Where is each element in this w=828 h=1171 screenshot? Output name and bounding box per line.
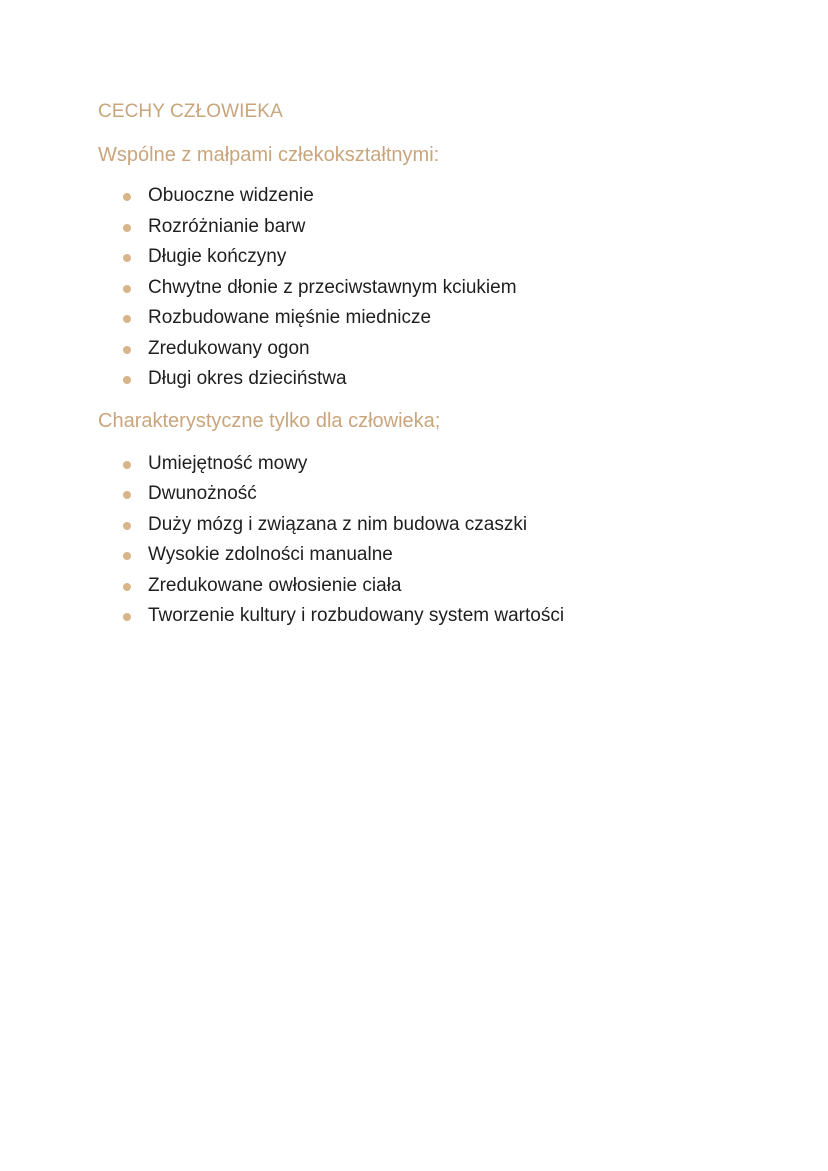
- list-item-text: Zredukowany ogon: [148, 337, 310, 359]
- list-item-text: Długi okres dzieciństwa: [148, 368, 347, 389]
- bullet-dot-icon: [123, 491, 131, 499]
- list-item-text: Dwunożność: [148, 483, 257, 504]
- bullet-dot-icon: [123, 285, 131, 293]
- list-item-text: Obuoczne widzenie: [148, 185, 314, 206]
- list-item-text: Tworzenie kultury i rozbudowany system wartości: [148, 605, 565, 626]
- list-item: [98, 540, 738, 571]
- document-title: CECHY CZŁOWIEKA: [98, 101, 283, 122]
- list-item: [98, 449, 738, 480]
- list-item-text: Rozbudowane mięśnie miednicze: [148, 307, 432, 328]
- document-content: [98, 98, 738, 632]
- list-item-text: Rozróżnianie barw: [148, 215, 306, 237]
- bullet-dot-icon: [123, 613, 131, 621]
- shared-traits-list: [98, 181, 738, 395]
- bullet-dot-icon: [123, 254, 131, 262]
- list-item-text: Chwytne dłonie z przeciwstawnym kciukiem: [148, 276, 517, 298]
- bullet-dot-icon: [123, 583, 131, 591]
- bullet-dot-icon: [123, 346, 131, 354]
- list-item-text: Zredukowane owłosienie ciała: [148, 574, 402, 596]
- list-item: [98, 601, 738, 632]
- list-item: [98, 212, 738, 243]
- list-item-text: Wysokie zdolności manualne: [148, 544, 393, 565]
- bullet-dot-icon: [123, 522, 131, 530]
- bullet-dot-icon: [123, 461, 131, 469]
- list-item-text: Duży mózg i związana z nim budowa czaszki: [148, 513, 528, 535]
- list-item: [98, 273, 738, 304]
- bullet-dot-icon: [123, 224, 131, 232]
- list-item: [98, 571, 738, 602]
- list-item-text: Umiejętność mowy: [148, 452, 308, 474]
- section-heading-human-only-traits: Charakterystyczne tylko dla człowieka;: [98, 409, 441, 432]
- list-item: [98, 364, 738, 395]
- list-item: [98, 242, 738, 273]
- list-item-text: Długie kończyny: [148, 246, 287, 267]
- bullet-dot-icon: [123, 376, 131, 384]
- list-item: [98, 334, 738, 365]
- list-item: [98, 303, 738, 334]
- human-only-traits-list: [98, 449, 738, 632]
- list-item: [98, 510, 738, 541]
- bullet-dot-icon: [123, 315, 131, 323]
- bullet-dot-icon: [123, 193, 131, 201]
- list-item: [98, 479, 738, 510]
- list-item: [98, 181, 738, 212]
- section-heading-shared-traits: Wspólne z małpami człekokształtnymi:: [98, 144, 440, 166]
- bullet-dot-icon: [123, 552, 131, 560]
